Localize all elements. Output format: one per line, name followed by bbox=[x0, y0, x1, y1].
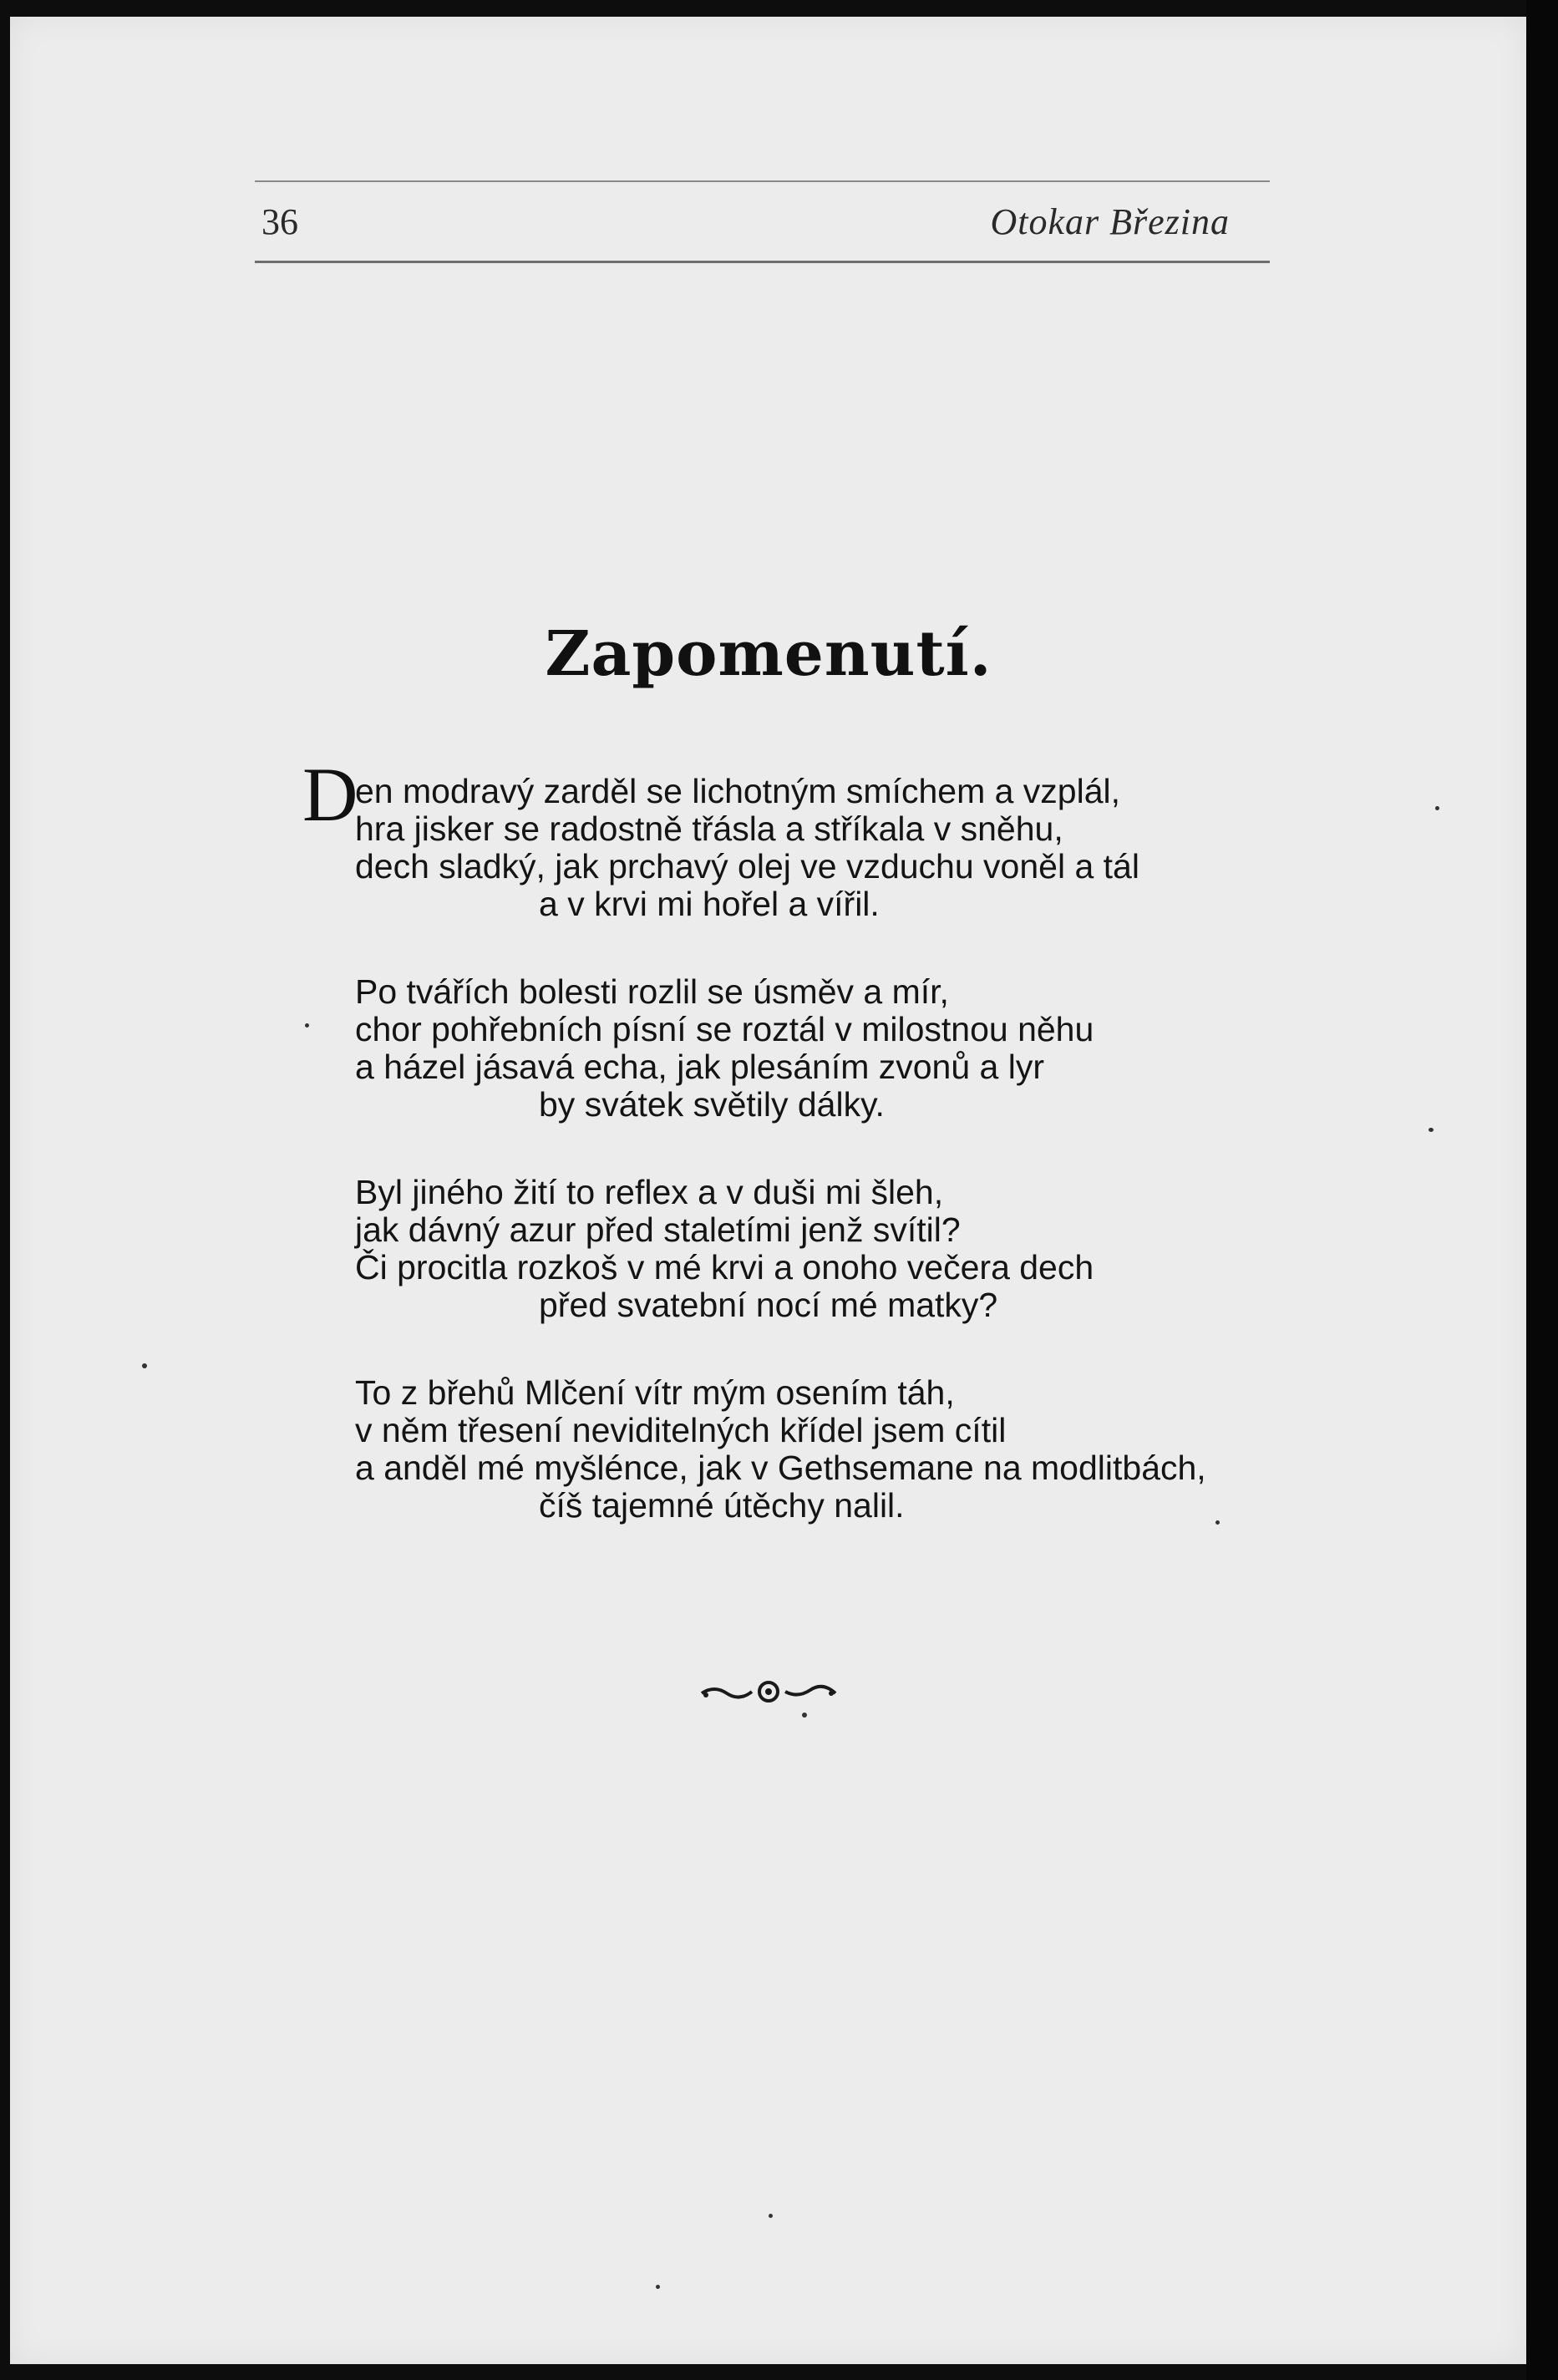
poem-line: Či procitla rozkoš v mé krvi a onoho večera dech bbox=[355, 1248, 1094, 1286]
poem-line: hra jisker se radostně třásla a stříkala v sněhu, bbox=[355, 809, 1063, 848]
poem-line: a házel jásavá echa, jak plesáním zvonů a lyr bbox=[355, 1048, 1045, 1086]
decorative-flourish-icon bbox=[698, 1675, 840, 1708]
paper-speck bbox=[142, 1363, 147, 1368]
poem-line: chor pohřebních písní se roztál v milostnou něhu bbox=[355, 1010, 1094, 1048]
stanza bbox=[355, 1374, 1206, 1525]
paper-speck bbox=[1429, 1128, 1434, 1132]
stanza bbox=[355, 973, 1206, 1124]
paper-speck bbox=[769, 2214, 773, 2218]
stanza bbox=[355, 1174, 1206, 1324]
poem-line: a v krvi mi hořel a vířil. bbox=[539, 885, 880, 923]
poem-line: To z břehů Mlčení vítr mým osením táh, bbox=[355, 1373, 955, 1412]
paper-speck bbox=[802, 1713, 807, 1718]
poem-line: en modravý zarděl se lichotným smíchem a vzplál, bbox=[355, 772, 1121, 810]
paper-speck bbox=[1435, 806, 1439, 810]
poem-line: dech sladký, jak prchavý olej ve vzduchu voněl a tál bbox=[355, 847, 1139, 886]
poem-line: a anděl mé myšlénce, jak v Gethsemane na modlitbách, bbox=[355, 1449, 1206, 1487]
paper-speck bbox=[656, 2285, 660, 2289]
poem-title: Zapomenutí. bbox=[545, 618, 992, 690]
header-rule-bottom bbox=[255, 261, 1270, 263]
running-head-author: Otokar Březina bbox=[990, 201, 1230, 242]
header-rule-top bbox=[255, 180, 1270, 182]
page-edge-shadow bbox=[1526, 0, 1558, 2380]
drop-cap: D bbox=[302, 752, 358, 837]
poem-line: číš tajemné útěchy nalil. bbox=[539, 1486, 905, 1525]
poem-line: jak dávný azur před staletími jenž svítil? bbox=[355, 1210, 961, 1249]
stanza bbox=[355, 773, 1206, 923]
paper-speck bbox=[305, 1023, 309, 1028]
poem-line: Byl jiného žití to reflex a v duši mi šleh, bbox=[355, 1173, 944, 1211]
poem-body bbox=[355, 773, 1206, 1575]
page-header bbox=[255, 177, 1270, 267]
poem-line: by svátek světily dálky. bbox=[539, 1085, 885, 1124]
poem-line: v něm třesení neviditelných křídel jsem cítil bbox=[355, 1411, 1007, 1449]
poem-line: Po tvářích bolesti rozlil se úsměv a mír, bbox=[355, 972, 949, 1011]
poem-line: před svatební nocí mé matky? bbox=[539, 1286, 998, 1324]
paper-speck bbox=[1215, 1520, 1220, 1525]
page-number: 36 bbox=[261, 201, 298, 242]
